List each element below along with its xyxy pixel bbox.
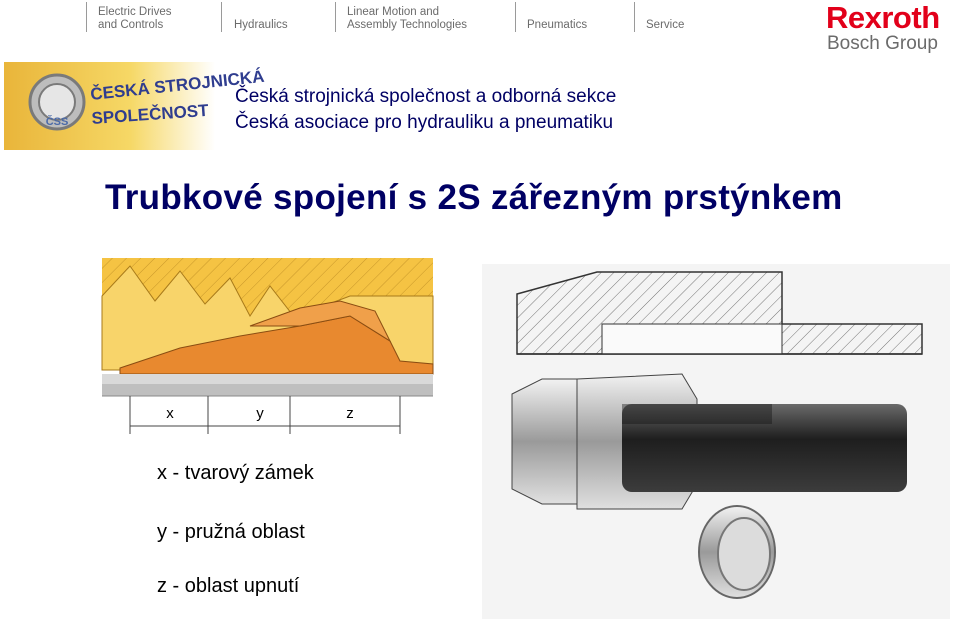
nav-divider — [335, 2, 336, 32]
label-z: z — [346, 405, 354, 422]
legend-x: x - tvarový zámek — [157, 462, 314, 484]
bosch-group-label: Bosch Group — [827, 33, 938, 54]
css-society-logo — [0, 62, 266, 152]
nav-service[interactable] — [646, 19, 684, 32]
nav-electric-drives[interactable] — [98, 6, 171, 32]
nav-label: and Controls — [98, 19, 164, 31]
cutting-ring-section-diagram — [100, 256, 435, 441]
legend-y: y - pružná oblast — [157, 521, 305, 543]
nav-hydraulics[interactable] — [234, 19, 288, 32]
header-line-1: Česká strojnická společnost a odborná sekce — [235, 86, 617, 107]
header-line-2: Česká asociace pro hydrauliku a pneumatiku — [235, 112, 614, 133]
logo-line2: SPOLEČNOST — [90, 100, 210, 128]
nav-label: Service — [646, 19, 685, 31]
label-x: x — [166, 405, 174, 422]
rexroth-logo[interactable]: Rexroth — [826, 0, 940, 35]
label-y: y — [256, 405, 264, 422]
legend-z: z - oblast upnutí — [157, 575, 300, 597]
fitting-cutaway-illustration — [482, 264, 950, 619]
nav-label: Hydraulics — [234, 19, 288, 31]
page-title: Trubkové spojení s 2S zářezným prstýnkem — [105, 178, 843, 217]
nav-label: Electric Drives — [98, 6, 172, 18]
nav-label: Linear Motion and — [347, 6, 440, 18]
nav-label: Assembly Technologies — [347, 19, 467, 31]
logo-line1: ČESKÁ STROJNICKÁ — [89, 66, 266, 104]
nav-divider — [86, 2, 87, 32]
nav-pneumatics[interactable] — [527, 19, 587, 32]
nav-divider — [634, 2, 635, 32]
nav-divider — [221, 2, 222, 32]
nav-label: Pneumatics — [527, 19, 588, 31]
nav-divider — [515, 2, 516, 32]
nav-linear-motion[interactable] — [347, 6, 467, 32]
logo-badge: ČSS — [45, 116, 69, 128]
